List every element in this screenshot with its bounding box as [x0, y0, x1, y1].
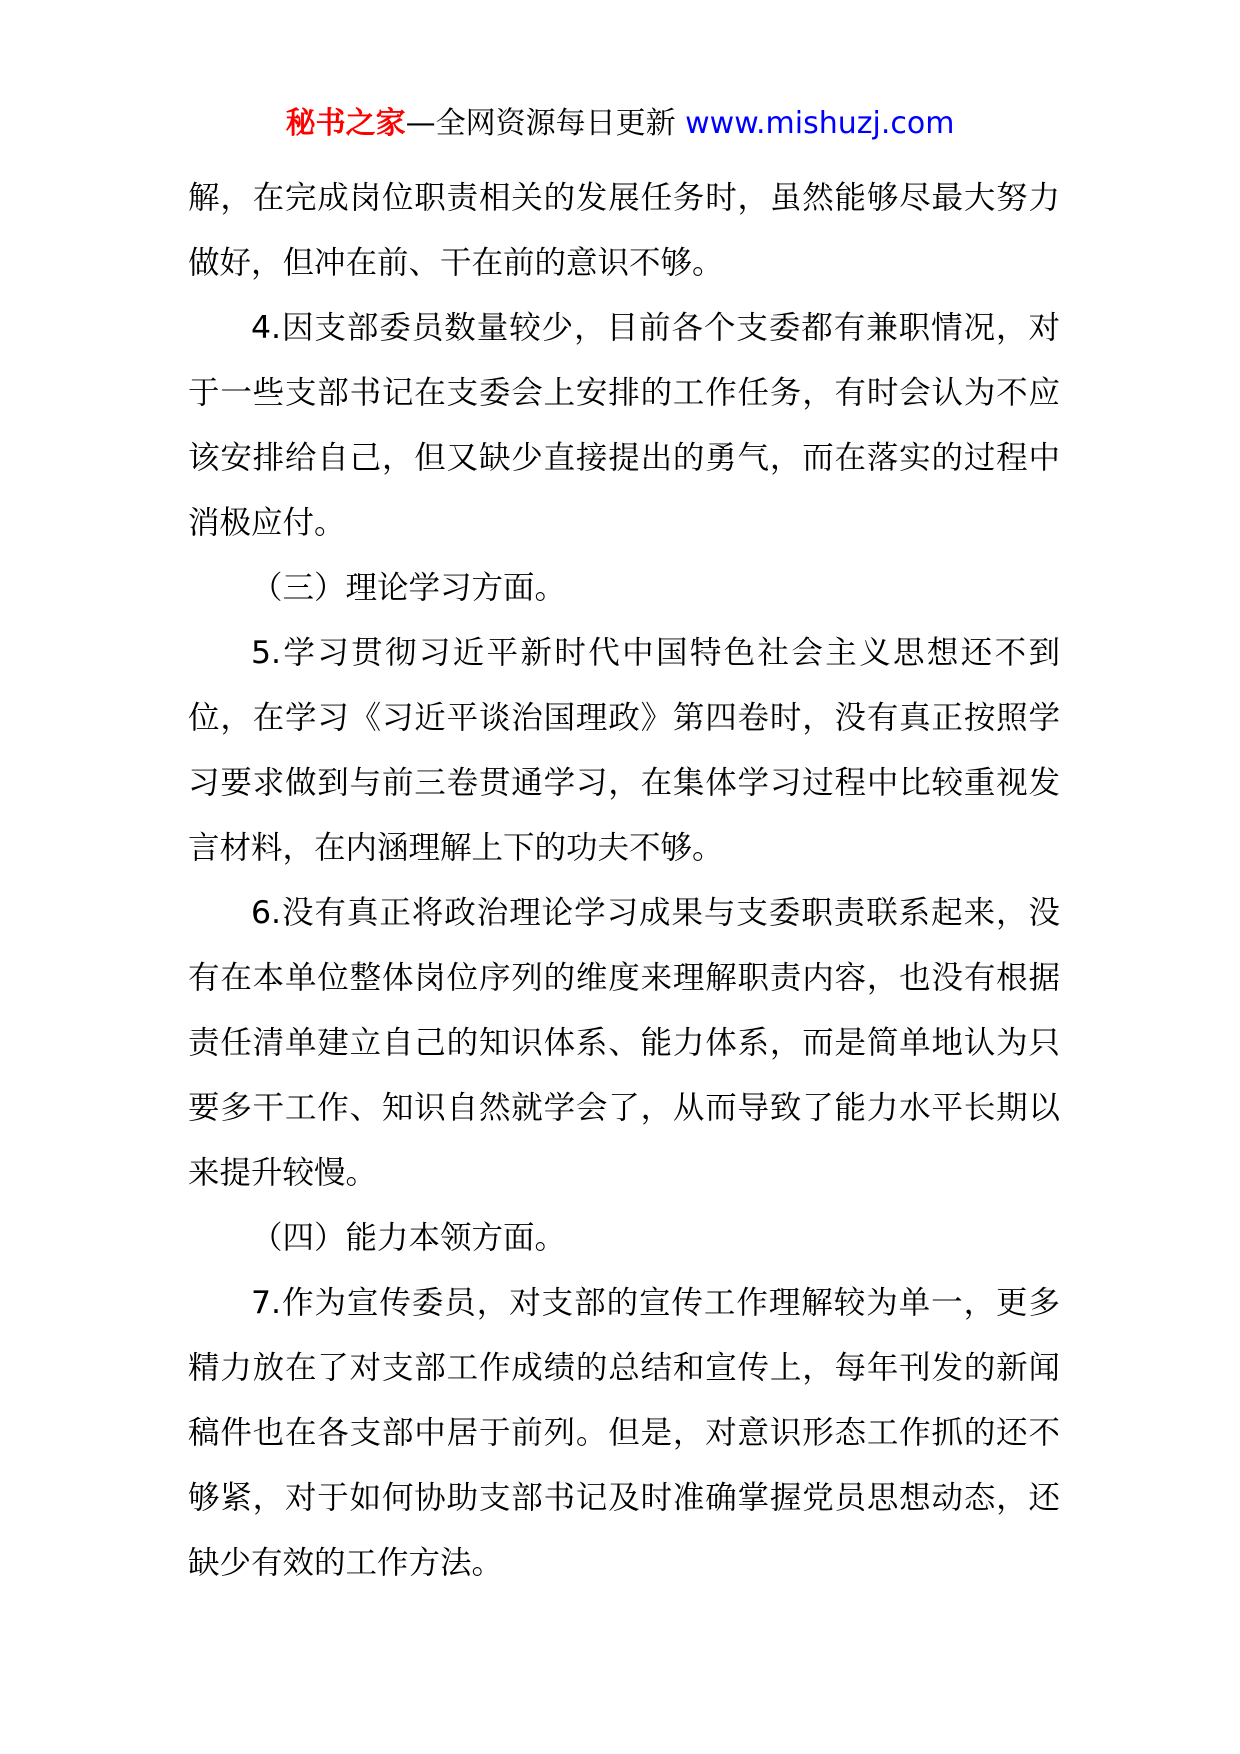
- site-url-link[interactable]: www.mishuzj.com: [685, 106, 955, 141]
- paragraph-item-4: 4.因支部委员数量较少，目前各个支委都有兼职情况，对于一些支部书记在支委会上安排的工作任务，有时会认为不应该安排给自己，但又缺少直接提出的勇气，而在落实的过程中消极应付。: [188, 310, 1060, 541]
- paragraph-item-6: 6.没有真正将政治理论学习成果与支委职责联系起来，没有在本单位整体岗位序列的维度来理解职责内容，也没有根据责任清单建立自己的知识体系、能力体系，而是简单地认为只要多干工作、知识自然就学会了，从而导致了能力水平长期以来提升较慢。: [188, 895, 1060, 1191]
- section-heading-theory-study: （三）理论学习方面。: [251, 570, 567, 606]
- paragraph-item-7: 7.作为宣传委员，对支部的宣传工作理解较为单一，更多精力放在了对支部工作成绩的总结和宣传上，每年刊发的新闻稿件也在各支部中居于前列。但是，对意识形态工作抓的还不够紧，对于如何协助支部书记及时准确掌握党员思想动态，还缺少有效的工作方法。: [188, 1285, 1060, 1581]
- site-header: [0, 104, 1240, 144]
- document-body: [188, 166, 1060, 1596]
- paragraph-item-5: 5.学习贯彻习近平新时代中国特色社会主义思想还不到位，在学习《习近平谈治国理政》第四卷时，没有真正按照学习要求做到与前三卷贯通学习，在集体学习过程中比较重视发言材料，在内涵理解上下的功夫不够。: [188, 635, 1060, 866]
- brand-name: 秘书之家: [285, 106, 406, 141]
- paragraph-continuation: 解，在完成岗位职责相关的发展任务时，虽然能够尽最大努力做好，但冲在前、干在前的意识不够。: [188, 180, 1060, 281]
- header-tagline: —全网资源每日更新: [405, 106, 686, 141]
- section-heading-ability: （四）能力本领方面。: [251, 1220, 567, 1256]
